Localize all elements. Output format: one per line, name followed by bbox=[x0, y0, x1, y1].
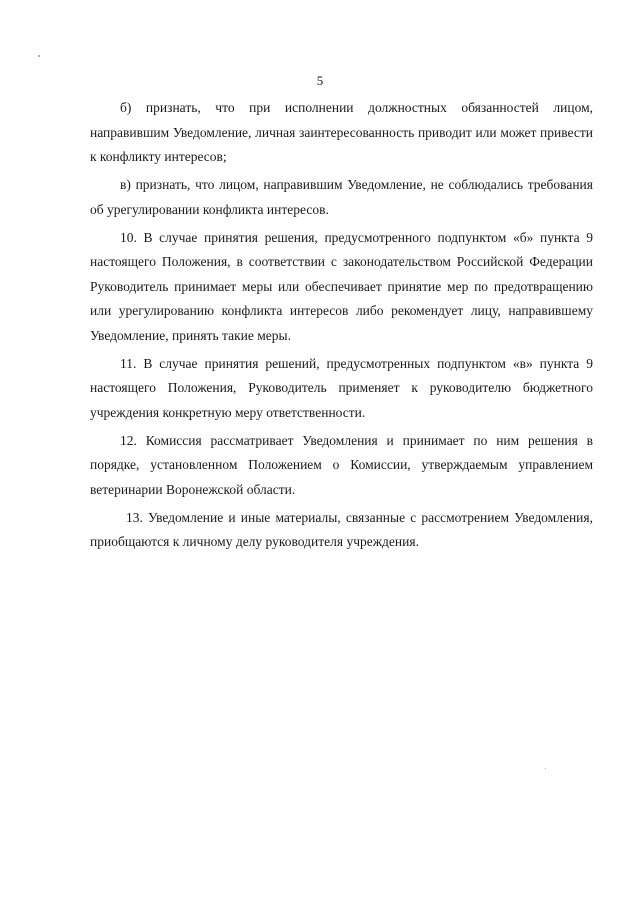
paragraph-clause-10: 10. В случае принятия решения, предусмотренного подпунктом «б» пункта 9 настоящего Положения, в соответствии с законодательством Российской Федерации Руководитель принимает меры или обеспечивает принятие мер по предотвращению или урегулированию конфликта интересов либо рекомендует лицу, направившему Уведомление, принять такие меры. bbox=[90, 229, 593, 343]
page-number: 5 bbox=[316, 73, 324, 88]
paragraph-clause-12: 12. Комиссия рассматривает Уведомления и принимает по ним решения в порядке, установленном Положением о Комиссии, утверждаемым управлением ветеринарии Воронежской области. bbox=[90, 432, 593, 497]
paragraph-subpoint-v: в) признать, что лицом, направившим Уведомление, не соблюдались требования об урегулировании конфликта интересов. bbox=[90, 177, 593, 217]
scan-speck-right bbox=[545, 768, 546, 769]
scan-speck-top-left bbox=[38, 55, 40, 57]
paragraph-subpoint-b: б) признать, что при исполнении должностных обязанностей лицом, направившим Уведомление, личная заинтересованность приводит или может привести к конфликту интересов; bbox=[90, 100, 593, 164]
document-body bbox=[90, 96, 593, 558]
paragraph-clause-11: 11. В случае принятия решений, предусмотренных подпунктом «в» пункта 9 настоящего Положения, Руководитель применяет к руководителю бюджетного учреждения конкретную меру ответственности. bbox=[90, 355, 593, 420]
paragraph-clause-13: 13. Уведомление и иные материалы, связанные с рассмотрением Уведомления, приобщаются к личному делу руководителя учреждения. bbox=[90, 509, 593, 549]
